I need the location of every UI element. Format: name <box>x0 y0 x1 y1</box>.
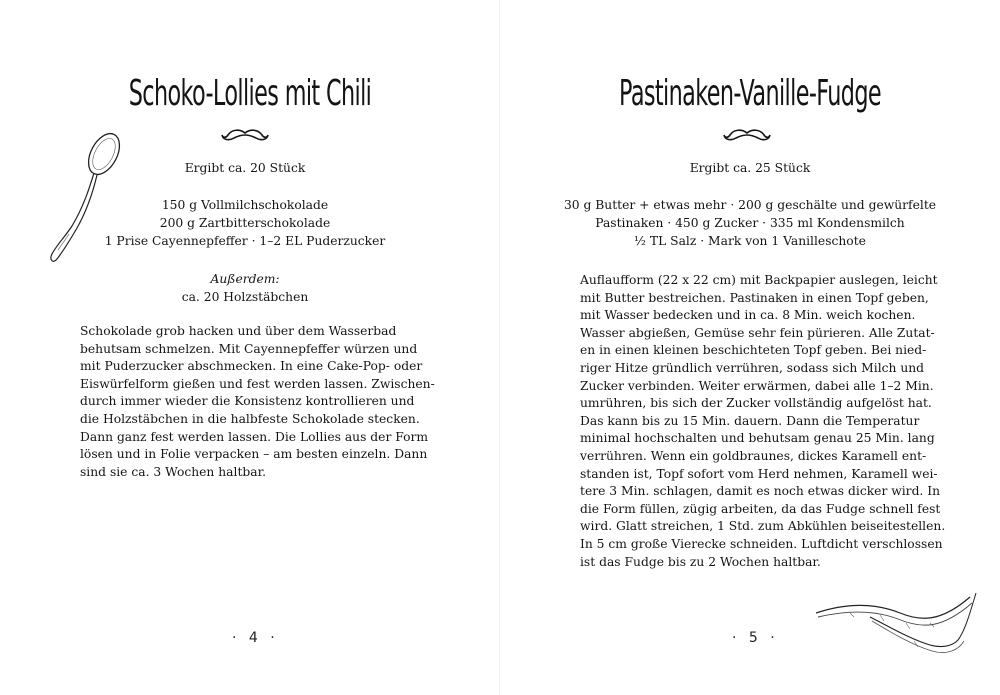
instruction-line: Zucker verbinden. Weiter erwärmen, dabei alle 1–2 Min. <box>580 378 934 393</box>
instruction-line: mit Wasser bedecken und in ca. 8 Min. weich kochen. <box>580 308 916 323</box>
ingredients-right <box>500 196 1000 250</box>
mustache-ornament-icon <box>722 127 772 143</box>
instruction-line: ist das Fudge bis zu 2 Wochen haltbar. <box>580 554 821 569</box>
ingredient-line: 150 g Vollmilchschokolade <box>161 198 329 212</box>
extras-heading: Außerdem: <box>210 272 280 286</box>
instructions-right <box>580 272 945 571</box>
instruction-line: wird. Glatt streichen, 1 Std. zum Abkühlen beiseitestellen. <box>580 519 946 534</box>
ingredient-line: 30 g Butter + etwas mehr · 200 g geschälte und gewürfelte <box>563 198 937 212</box>
instruction-line: mit Butter bestreichen. Pastinaken in einen Topf geben, <box>580 290 929 305</box>
yield-text: Ergibt ca. 25 Stück <box>689 161 811 175</box>
ingredient-line: 1 Prise Cayennepfeffer · 1–2 EL Puderzucker <box>104 234 386 248</box>
page-number-left: · 4 · <box>232 630 279 646</box>
instruction-line: riger Hitze gründlich verrühren, sodass sich Milch und <box>580 360 925 375</box>
recipe-title-left: Schoko-Lollies mit Chili <box>128 73 372 114</box>
instruction-line: Schokolade grob hacken und über dem Wasserbad <box>80 324 397 338</box>
instruction-line: lösen und in Folie verpacken – am besten einzeln. Dann <box>80 447 428 462</box>
instruction-line: Auflaufform (22 x 22 cm) mit Backpapier auslegen, leicht <box>580 273 938 287</box>
instruction-line: Das kann bis zu 15 Min. dauern. Dann die Temperatur <box>580 413 920 428</box>
ingredient-line: ½ TL Salz · Mark von 1 Vanilleschote <box>634 234 866 248</box>
instruction-line: verrühren. Wenn ein goldbraunes, dickes Karamell ent- <box>580 448 927 463</box>
extras-left <box>0 270 490 306</box>
instruction-line: durch immer wieder die Konsistenz kontrollieren und <box>80 394 415 409</box>
yield-right <box>500 159 1000 177</box>
ingredient-line: 200 g Zartbitterschokolade <box>159 216 331 230</box>
recipe-title-right: Pastinaken-Vanille-Fudge <box>618 73 881 114</box>
instruction-line: die Form füllen, zügig arbeiten, da das Fudge schnell fest <box>580 501 941 516</box>
instruction-line: In 5 cm große Vierecke schneiden. Luftdicht verschlossen <box>580 536 943 551</box>
instruction-line: Eiswürfelform gießen und fest werden lassen. Zwischen- <box>80 376 435 391</box>
yield-left <box>0 159 490 177</box>
instruction-line: behutsam schmelzen. Mit Cayennepfeffer würzen und <box>80 341 418 356</box>
instruction-line: sind sie ca. 3 Wochen haltbar. <box>80 464 267 479</box>
instruction-line: minimal hochschalten und behutsam genau 25 Min. lang <box>580 431 935 446</box>
mustache-ornament-icon <box>220 127 270 143</box>
instruction-line: Wasser abgießen, Gemüse sehr fein pürieren. Alle Zutat- <box>580 325 935 340</box>
instruction-line: mit Puderzucker abschmecken. In eine Cake-Pop- oder <box>80 359 423 374</box>
instruction-line: en in einen kleinen beschichteten Topf geben. Bei nied- <box>580 343 927 358</box>
instruction-line: Dann ganz fest werden lassen. Die Lollies aus der Form <box>80 429 429 444</box>
ingredients-left <box>0 196 490 250</box>
instruction-line: tere 3 Min. schlagen, damit es noch etwas dicker wird. In <box>580 484 941 499</box>
instruction-line: umrühren, bis sich der Zucker vollständig aufgelöst hat. <box>580 396 932 411</box>
page-number-right: · 5 · <box>732 630 779 646</box>
instruction-line: standen ist, Topf sofort vom Herd nehmen, Karamell wei- <box>580 466 938 481</box>
vanilla-pod-icon <box>810 583 982 663</box>
instruction-line: die Holzstäbchen in die halbfeste Schokolade stecken. <box>80 411 420 426</box>
yield-text: Ergibt ca. 20 Stück <box>184 161 306 175</box>
extras-item: ca. 20 Holzstäbchen <box>181 290 309 304</box>
ingredient-line: Pastinaken · 450 g Zucker · 335 ml Kondensmilch <box>595 216 905 230</box>
instructions-left <box>80 323 435 481</box>
